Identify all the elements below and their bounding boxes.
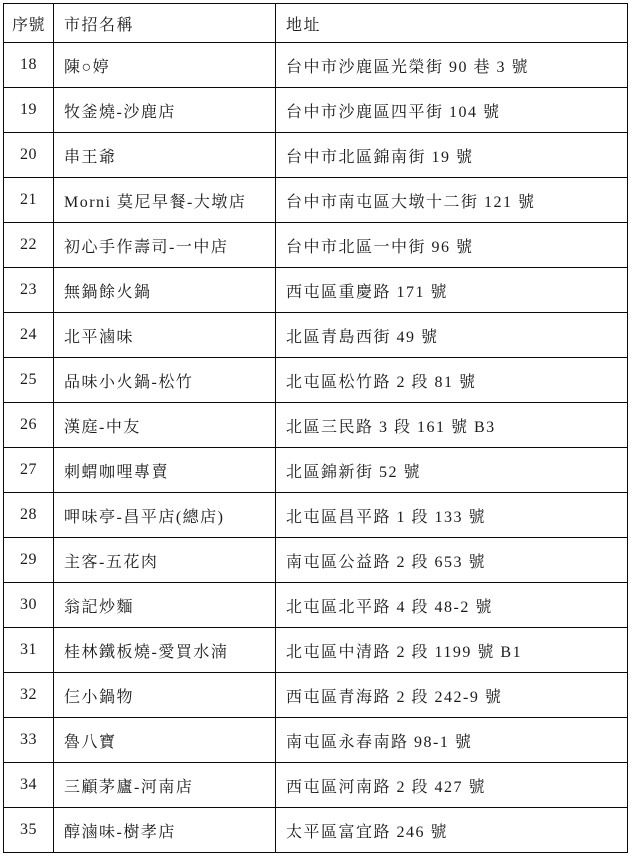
- table-row: [4, 493, 628, 538]
- row-number-cell: 25: [4, 358, 54, 403]
- store-name-cell: 桂林鐵板燒-愛買水湳: [54, 628, 276, 673]
- table-row: [4, 133, 628, 178]
- table-row: [4, 718, 628, 763]
- store-name-cell: 牧釜燒-沙鹿店: [54, 88, 276, 133]
- row-number-cell: 26: [4, 403, 54, 448]
- table-header-row: [4, 4, 628, 43]
- store-address-cell: 北區青島西街 49 號: [276, 313, 628, 358]
- table-row: [4, 43, 628, 88]
- table-row: [4, 538, 628, 583]
- table-row: [4, 313, 628, 358]
- table-row: [4, 763, 628, 808]
- store-address-cell: 台中市沙鹿區光榮街 90 巷 3 號: [276, 43, 628, 88]
- table-row: [4, 358, 628, 403]
- store-address-cell: 太平區富宜路 246 號: [276, 808, 628, 853]
- store-name-cell: Morni 莫尼早餐-大墩店: [54, 178, 276, 223]
- column-header-store-name: 市招名稱: [54, 4, 276, 43]
- table-row: [4, 178, 628, 223]
- row-number-cell: 20: [4, 133, 54, 178]
- store-name-cell: 初心手作壽司-一中店: [54, 223, 276, 268]
- store-name-cell: 漢庭-中友: [54, 403, 276, 448]
- table-body: [4, 43, 628, 853]
- store-name-cell: 翁記炒麵: [54, 583, 276, 628]
- row-number-cell: 32: [4, 673, 54, 718]
- store-address-cell: 台中市沙鹿區四平街 104 號: [276, 88, 628, 133]
- store-address-cell: 南屯區公益路 2 段 653 號: [276, 538, 628, 583]
- store-name-cell: 醇滷味-樹孝店: [54, 808, 276, 853]
- store-address-cell: 西屯區河南路 2 段 427 號: [276, 763, 628, 808]
- row-number-cell: 23: [4, 268, 54, 313]
- store-address-cell: 北屯區北平路 4 段 48-2 號: [276, 583, 628, 628]
- store-address-cell: 南屯區永春南路 98-1 號: [276, 718, 628, 763]
- table-row: [4, 673, 628, 718]
- store-address-cell: 台中市南屯區大墩十二街 121 號: [276, 178, 628, 223]
- store-name-cell: 魯八寶: [54, 718, 276, 763]
- table-row: [4, 403, 628, 448]
- store-name-cell: 北平滷味: [54, 313, 276, 358]
- store-name-cell: 品味小火鍋-松竹: [54, 358, 276, 403]
- row-number-cell: 27: [4, 448, 54, 493]
- store-address-cell: 北區三民路 3 段 161 號 B3: [276, 403, 628, 448]
- row-number-cell: 34: [4, 763, 54, 808]
- store-name-cell: 串王爺: [54, 133, 276, 178]
- row-number-cell: 21: [4, 178, 54, 223]
- row-number-cell: 33: [4, 718, 54, 763]
- store-address-cell: 台中市北區一中街 96 號: [276, 223, 628, 268]
- store-name-cell: 無鍋餘火鍋: [54, 268, 276, 313]
- row-number-cell: 31: [4, 628, 54, 673]
- table-row: [4, 268, 628, 313]
- store-address-cell: 北屯區松竹路 2 段 81 號: [276, 358, 628, 403]
- row-number-cell: 24: [4, 313, 54, 358]
- row-number-cell: 30: [4, 583, 54, 628]
- store-address-cell: 台中市北區錦南街 19 號: [276, 133, 628, 178]
- row-number-cell: 22: [4, 223, 54, 268]
- store-name-cell: 主客-五花肉: [54, 538, 276, 583]
- row-number-cell: 29: [4, 538, 54, 583]
- row-number-cell: 28: [4, 493, 54, 538]
- store-address-cell: 西屯區青海路 2 段 242-9 號: [276, 673, 628, 718]
- row-number-cell: 18: [4, 43, 54, 88]
- column-header-number: 序號: [4, 4, 54, 43]
- row-number-cell: 19: [4, 88, 54, 133]
- table-row: [4, 628, 628, 673]
- table-row: [4, 88, 628, 133]
- column-header-address: 地址: [276, 4, 628, 43]
- table-row: [4, 223, 628, 268]
- store-address-cell: 北屯區昌平路 1 段 133 號: [276, 493, 628, 538]
- table-row: [4, 583, 628, 628]
- store-name-cell: 呷味亭-昌平店(總店): [54, 493, 276, 538]
- store-name-cell: 仨小鍋物: [54, 673, 276, 718]
- store-list-table: [3, 3, 628, 853]
- store-name-cell: 三顧茅廬-河南店: [54, 763, 276, 808]
- table-row: [4, 808, 628, 853]
- store-address-cell: 北區錦新街 52 號: [276, 448, 628, 493]
- row-number-cell: 35: [4, 808, 54, 853]
- store-address-cell: 北屯區中清路 2 段 1199 號 B1: [276, 628, 628, 673]
- table-row: [4, 448, 628, 493]
- store-address-cell: 西屯區重慶路 171 號: [276, 268, 628, 313]
- store-name-cell: 陳○婷: [54, 43, 276, 88]
- store-name-cell: 刺蝟咖哩專賣: [54, 448, 276, 493]
